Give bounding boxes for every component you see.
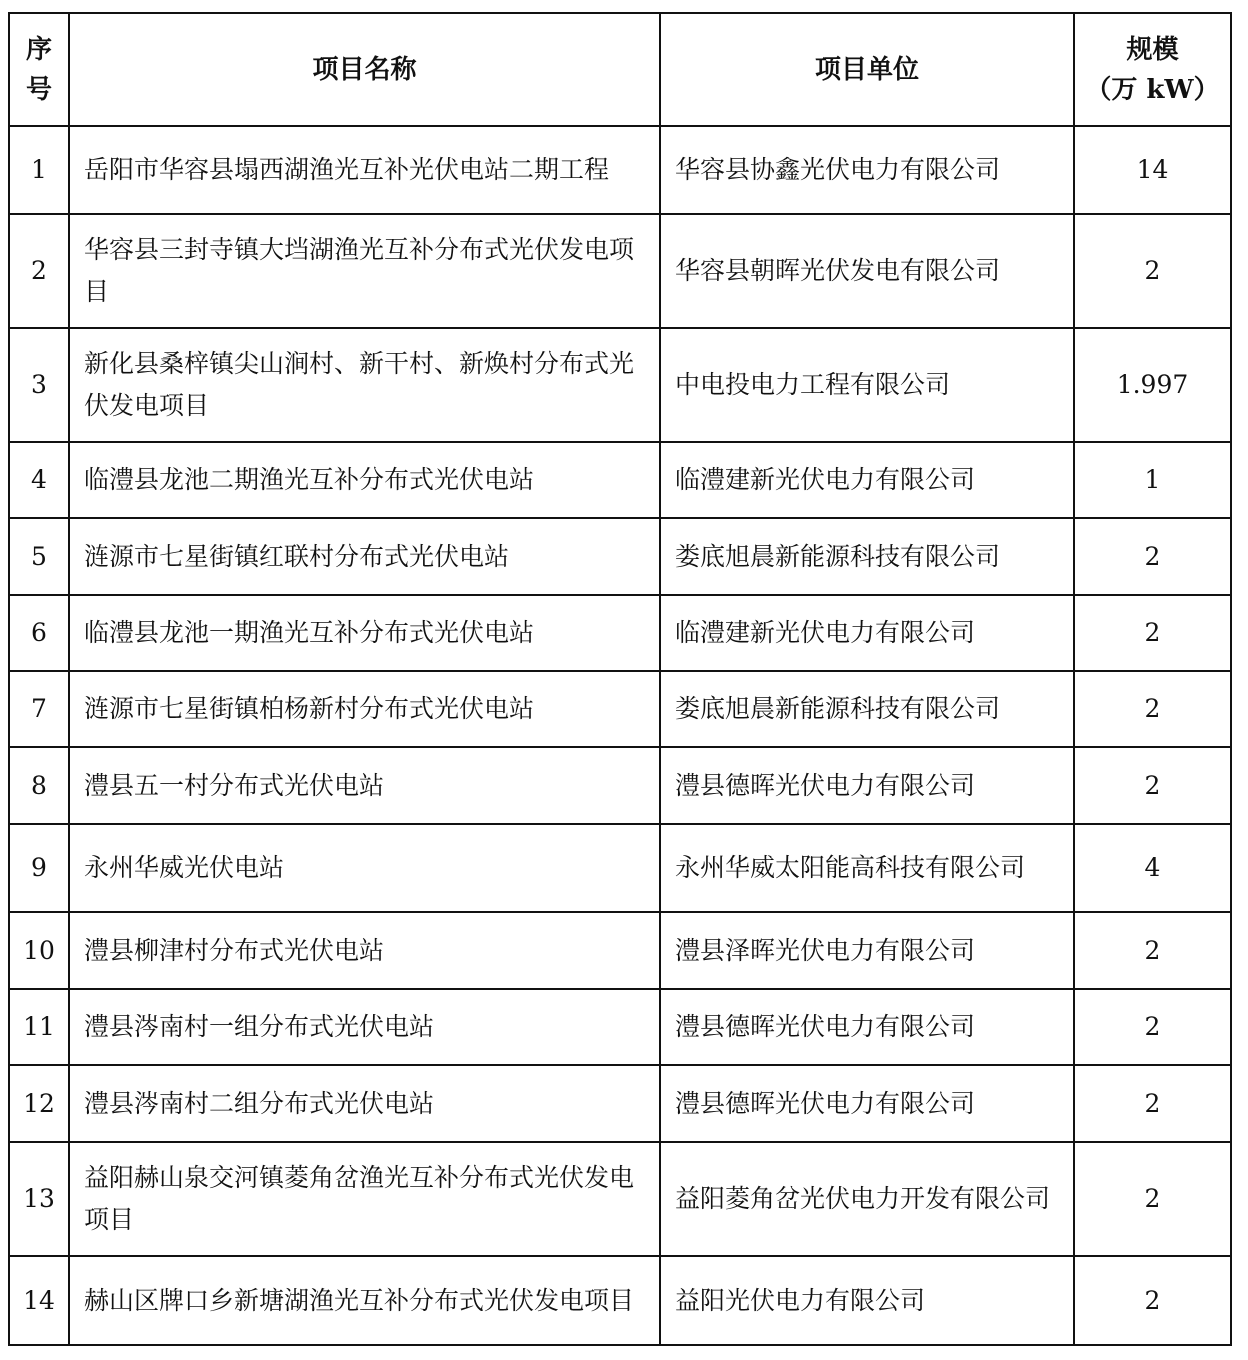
cell-project-unit: 益阳菱角岔光伏电力开发有限公司 <box>660 1142 1074 1256</box>
cell-project-name: 永州华威光伏电站 <box>69 824 660 912</box>
cell-scale: 2 <box>1074 1142 1231 1256</box>
cell-scale: 2 <box>1074 595 1231 671</box>
header-unit: 项目单位 <box>660 13 1074 126</box>
cell-project-unit: 临澧建新光伏电力有限公司 <box>660 442 1074 518</box>
cell-scale: 2 <box>1074 1065 1231 1142</box>
table-row <box>9 989 1231 1065</box>
cell-project-unit: 中电投电力工程有限公司 <box>660 328 1074 442</box>
cell-scale: 14 <box>1074 126 1231 214</box>
cell-project-name: 涟源市七星街镇柏杨新村分布式光伏电站 <box>69 671 660 747</box>
cell-project-unit: 澧县德晖光伏电力有限公司 <box>660 1065 1074 1142</box>
table-header-row <box>9 13 1231 126</box>
cell-seq: 11 <box>9 989 69 1065</box>
cell-project-unit: 益阳光伏电力有限公司 <box>660 1256 1074 1345</box>
cell-project-unit: 临澧建新光伏电力有限公司 <box>660 595 1074 671</box>
cell-seq: 5 <box>9 518 69 595</box>
cell-project-unit: 华容县朝晖光伏发电有限公司 <box>660 214 1074 328</box>
project-table <box>8 12 1232 1346</box>
cell-project-name: 澧县涔南村二组分布式光伏电站 <box>69 1065 660 1142</box>
table-row <box>9 126 1231 214</box>
cell-scale: 2 <box>1074 518 1231 595</box>
cell-scale: 2 <box>1074 214 1231 328</box>
cell-scale: 4 <box>1074 824 1231 912</box>
cell-scale: 1 <box>1074 442 1231 518</box>
cell-project-unit: 永州华威太阳能高科技有限公司 <box>660 824 1074 912</box>
header-scale-line1: 规模 <box>1126 34 1179 65</box>
cell-project-name: 澧县柳津村分布式光伏电站 <box>69 912 660 989</box>
cell-project-name: 临澧县龙池二期渔光互补分布式光伏电站 <box>69 442 660 518</box>
cell-project-unit: 娄底旭晨新能源科技有限公司 <box>660 518 1074 595</box>
cell-seq: 12 <box>9 1065 69 1142</box>
cell-project-name: 岳阳市华容县塌西湖渔光互补光伏电站二期工程 <box>69 126 660 214</box>
header-scale <box>1074 13 1231 126</box>
cell-project-unit: 澧县泽晖光伏电力有限公司 <box>660 912 1074 989</box>
table-row <box>9 1065 1231 1142</box>
header-name: 项目名称 <box>69 13 660 126</box>
cell-project-name: 临澧县龙池一期渔光互补分布式光伏电站 <box>69 595 660 671</box>
table-row <box>9 518 1231 595</box>
cell-project-name: 新化县桑梓镇尖山涧村、新干村、新焕村分布式光伏发电项目 <box>69 328 660 442</box>
cell-project-name: 华容县三封寺镇大垱湖渔光互补分布式光伏发电项目 <box>69 214 660 328</box>
cell-seq: 3 <box>9 328 69 442</box>
table-row <box>9 328 1231 442</box>
cell-project-name: 涟源市七星街镇红联村分布式光伏电站 <box>69 518 660 595</box>
header-seq <box>9 13 69 126</box>
cell-project-name: 益阳赫山泉交河镇菱角岔渔光互补分布式光伏发电项目 <box>69 1142 660 1256</box>
cell-seq: 8 <box>9 747 69 824</box>
cell-scale: 2 <box>1074 671 1231 747</box>
table-row <box>9 442 1231 518</box>
cell-seq: 1 <box>9 126 69 214</box>
cell-seq: 4 <box>9 442 69 518</box>
table-row <box>9 214 1231 328</box>
table-row <box>9 912 1231 989</box>
cell-seq: 14 <box>9 1256 69 1345</box>
cell-project-name: 澧县涔南村一组分布式光伏电站 <box>69 989 660 1065</box>
cell-scale: 2 <box>1074 747 1231 824</box>
cell-project-name: 澧县五一村分布式光伏电站 <box>69 747 660 824</box>
table-body <box>9 126 1231 1345</box>
cell-project-unit: 华容县协鑫光伏电力有限公司 <box>660 126 1074 214</box>
document-page <box>8 0 1234 1346</box>
cell-scale: 2 <box>1074 912 1231 989</box>
table-row <box>9 824 1231 912</box>
cell-seq: 9 <box>9 824 69 912</box>
table-row <box>9 747 1231 824</box>
cell-seq: 10 <box>9 912 69 989</box>
cell-project-name: 赫山区牌口乡新塘湖渔光互补分布式光伏发电项目 <box>69 1256 660 1345</box>
cell-project-unit: 澧县德晖光伏电力有限公司 <box>660 747 1074 824</box>
table-row <box>9 595 1231 671</box>
cell-scale: 2 <box>1074 989 1231 1065</box>
cell-seq: 2 <box>9 214 69 328</box>
cell-project-unit: 澧县德晖光伏电力有限公司 <box>660 989 1074 1065</box>
cell-project-unit: 娄底旭晨新能源科技有限公司 <box>660 671 1074 747</box>
table-row <box>9 671 1231 747</box>
cell-seq: 13 <box>9 1142 69 1256</box>
table-caption <box>8 0 1234 12</box>
header-scale-line2: （万 kW） <box>1085 74 1220 105</box>
table-row <box>9 1142 1231 1256</box>
cell-seq: 7 <box>9 671 69 747</box>
table-row <box>9 1256 1231 1345</box>
cell-scale: 1.997 <box>1074 328 1231 442</box>
cell-seq: 6 <box>9 595 69 671</box>
header-seq-label: 序号 <box>25 34 52 105</box>
cell-scale: 2 <box>1074 1256 1231 1345</box>
